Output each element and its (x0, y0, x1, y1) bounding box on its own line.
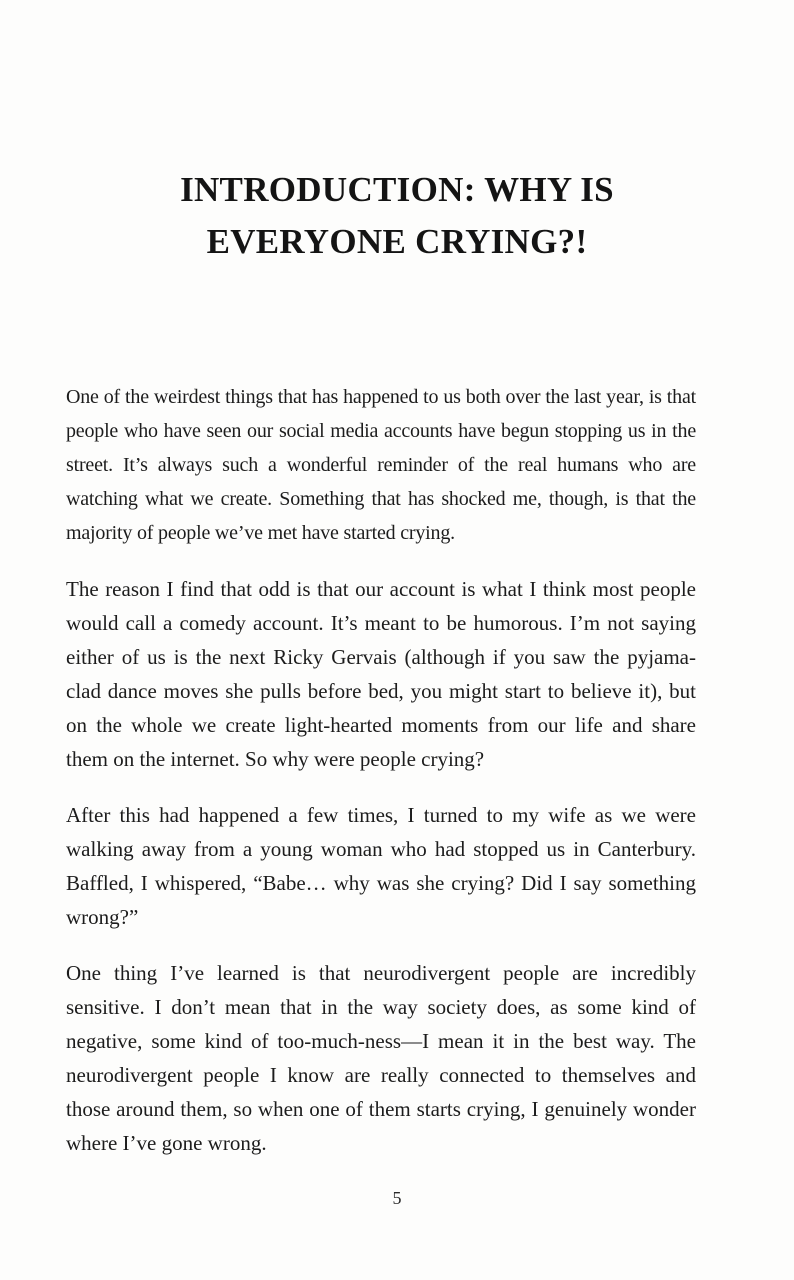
body-text (66, 380, 696, 1182)
paragraph-4: One thing I’ve learned is that neurodivergent people are incredibly sensitive. I don’t mean that in the way society does, as some kind of negative, some kind of too-much-ness—I mean it in the best way. The neurodivergent people I know are really connected to themselves and those around them, so when one of them starts crying, I genuinely wonder where I’ve gone wrong. (66, 961, 696, 1155)
chapter-title (100, 164, 694, 268)
chapter-title-line-2: EVERYONE CRYING?! (206, 222, 588, 261)
paragraph-2: The reason I find that odd is that our account is what I think most people would call a comedy account. It’s meant to be humorous. I’m not saying either of us is the next Ricky Gervais (although if you saw the pyjama-clad dance moves she pulls before bed, you might start to believe it), but on the whole we create light-hearted moments from our life and share them on the internet. So why were people crying? (66, 577, 696, 771)
page-number: 5 (392, 1188, 402, 1208)
chapter-title-line-1: INTRODUCTION: WHY IS (180, 170, 614, 209)
paragraph-3: After this had happened a few times, I turned to my wife as we were walking away from a young woman who had stopped us in Canterbury. Baffled, I whispered, “Babe… why was she crying? Did I say something wrong?” (66, 803, 696, 929)
paragraph-1: One of the weirdest things that has happened to us both over the last year, is that people who have seen our social media accounts have begun stopping us in the street. It’s always such a wonderful reminder of the real humans who are watching what we create. Something that has shocked me, though, is that the majority of people we’ve met have started crying. (66, 386, 696, 544)
